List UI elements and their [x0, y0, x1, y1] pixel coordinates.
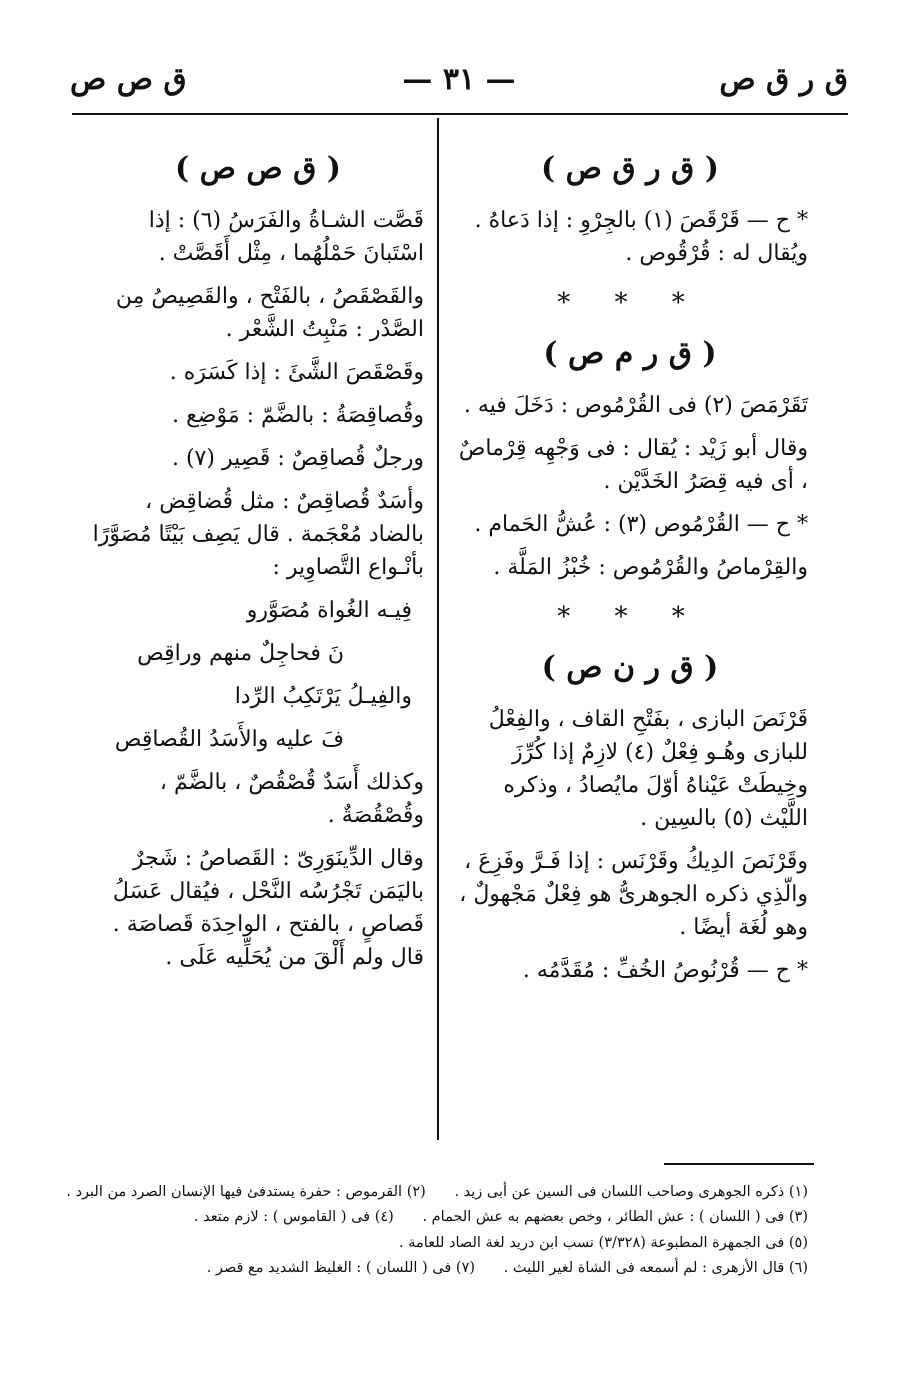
footnote-row — [66, 1180, 808, 1205]
footnote: (٥) فى الجمهرة المطبوعة (٣/٣٢٨) نسب ابن دريد لغة الصاد للعامة . — [399, 1234, 808, 1251]
left-column — [92, 148, 424, 984]
footnote-rule — [664, 1163, 814, 1165]
entry-paragraph: وقَرْنَصَ الدِيكُ وقَرْنَس : إذا فَـرَّ وفَزِعَ ، والّذِي ذكره الجوهرىُّ هو فِعْلٌ مَجْهولٌ ، وهو لُغَة أيضًا . — [459, 849, 808, 940]
footnote: (٢) القرموص : حفرة يستدفئ فيها الإنسان الصرد من البرد . — [66, 1184, 426, 1200]
footnote: (٤) فى ( القاموس ) : لازم متعد . — [193, 1209, 394, 1226]
entry-paragraph: تَقَرْمَصَ (٢) فى القُرْمُوص : دَخَلَ فيه . — [463, 393, 808, 418]
entry-heading: ( ق ر ق ص ) — [541, 151, 719, 186]
entry-heading: ( ق ر ن ص ) — [541, 650, 719, 685]
footnote-row — [80, 1205, 808, 1230]
right-column — [452, 148, 808, 997]
entry-paragraph: * ح — القُرْمُوص (٣) : عُشُّ الحَمام . — [474, 512, 808, 537]
running-header — [70, 62, 848, 102]
entry-paragraph: * ح — قُرْنُوصُ الخُفِّ : مُقَدَّمُه . — [522, 958, 808, 983]
footnote-row — [80, 1256, 808, 1281]
verse-line: نَ فحاجِلٌ منهم وراقِص — [137, 641, 344, 666]
header-root-left: ق ص ص — [70, 62, 187, 97]
entry-paragraph: وقُصاقِصَةُ : بالضَّمّ : مَوْضِع . — [172, 403, 424, 428]
verse-line: فَ عليه والأَسَدُ القُصاقِص — [114, 727, 344, 752]
column-divider — [437, 118, 439, 1140]
entry-heading: ( ق ص ص ) — [175, 151, 341, 186]
header-rule — [72, 113, 848, 115]
footnote: (١) ذكره الجوهرى وصاحب اللسان فى السين عن أبى زيد . — [454, 1184, 808, 1200]
footnote: (٦) قال الأزهرى : لم أسمعه فى الشاة لغير الليث . — [503, 1260, 808, 1277]
entry-paragraph: * ح — قَرْقَصَ (١) بالجِرْوِ : إذا دَعاهُ . ويُقال له : قُرْقُوص . — [474, 208, 808, 266]
footnote: (٧) فى ( اللسان ) : الغليظ الشديد مع قصر . — [206, 1260, 476, 1277]
header-root-right: ق ر ق ص — [719, 62, 848, 97]
entry-paragraph: وقال الدِّينَوَرِىّ : القَصاصُ : شَجرٌ باليَمَن تَجْرُسُه النَّحْل ، فيُقال عَسَلُ قَصاصٍ ، بالفتح ، الواحِدَة قَصاصَة . قال ولم أَلْقَ من يُحَلِّيه عَلَى . — [112, 846, 424, 970]
footnote: (٣) فى ( اللسان ) : عش الطائر ، وخص بعضهم به عش الحمام . — [422, 1209, 808, 1226]
page-number: — ٣١ — — [402, 62, 516, 97]
section-separator: * * * — [557, 602, 703, 632]
entry-heading: ( ق ر م ص ) — [543, 336, 717, 371]
section-separator: * * * — [557, 288, 703, 318]
footnotes — [66, 1180, 808, 1282]
entry-paragraph: وأسَدٌ قُصاقِصٌ : مثل قُضاقِض ، بالضاد مُعْجَمة . قال يَصِف بَيْتًا مُصَوَّرًا بأنْـواع التَّصاوِير : — [92, 489, 424, 580]
verse-line: فِيـه الغُواة مُصَوَّرو — [246, 598, 412, 623]
entry-paragraph: وقال أبو زَيْد : يُقال : فى وَجْهِه قِرْماصٌ ، أى فيه قِصَرُ الخَدَّيْن . — [458, 436, 808, 494]
entry-paragraph: وقَصْقَصَ الشَّئَ : إذا كَسَرَه . — [169, 360, 424, 385]
entry-paragraph: وكذلك أَسَدٌ قُصْقُصٌ ، بالضَّمّ ، وقُصْقُصَةٌ . — [159, 770, 424, 828]
entry-paragraph: والقِرْماصُ والقُرْمُوص : خُبْزُ المَلَّة . — [493, 555, 808, 580]
entry-paragraph: والقَصْقَصُ ، بالفَتْح ، والقَصِيصُ مِن الصَّدْر : مَنْبِتُ الشَّعْر . — [115, 284, 424, 342]
entry-paragraph: قَرْنَصَ البازى ، بفَتْحِ القاف ، والفِعْلُ للبازى وهُـو فِعْلٌ (٤) لازِمٌ إذا كُرِّزَ وخِيطَتْ عَيْناهُ أوّلَ مايُصادُ ، وذكره اللَّيْث (٥) بالسِين . — [488, 707, 808, 831]
footnote-row — [80, 1231, 808, 1256]
entry-paragraph: قَصَّت الشـاةُ والفَرَسُ (٦) : إذا اسْتَبانَ حَمْلُهُما ، مِثْل أَقَصَّتْ . — [148, 208, 424, 266]
verse-line: والفِيـلُ يَرْتَكِبُ الرِّدا — [234, 684, 412, 709]
entry-paragraph: ورجلٌ قُصاقِصٌ : قَصِير (٧) . — [171, 446, 424, 471]
